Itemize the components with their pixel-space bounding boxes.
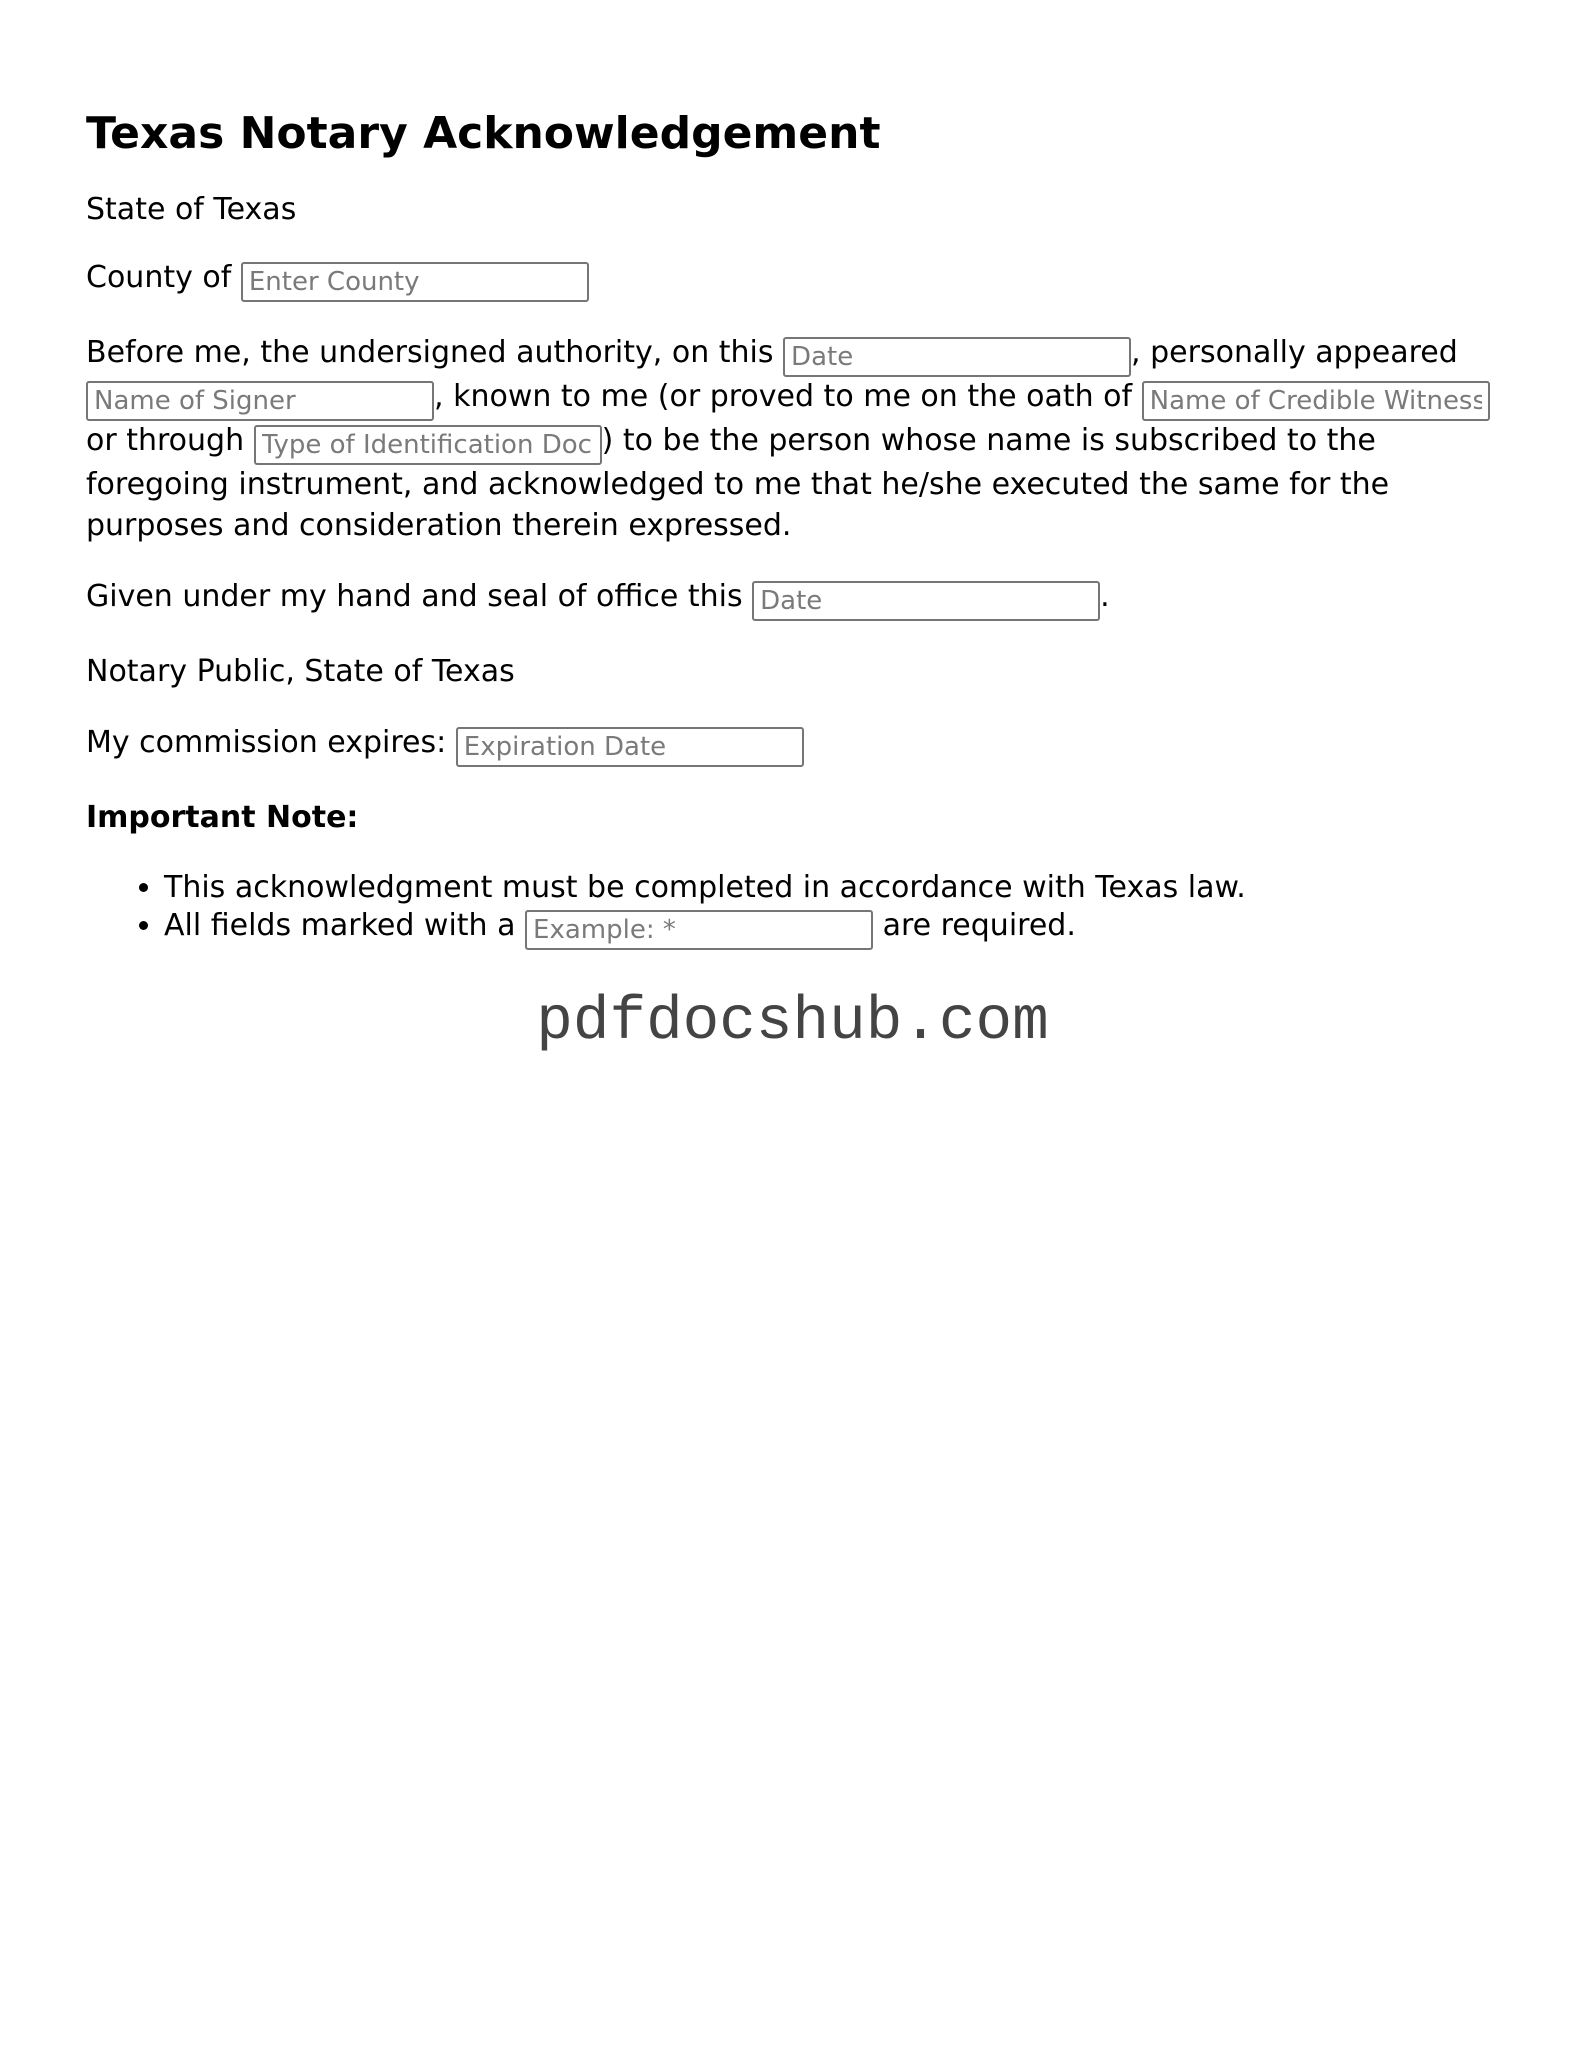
required-marker-example-input[interactable]	[525, 910, 873, 950]
ack-text-2: , personally appeared	[1131, 335, 1458, 370]
signer-name-input[interactable]	[86, 381, 434, 421]
given-line	[86, 577, 1506, 621]
state-line: State of Texas	[86, 192, 297, 227]
important-note-heading: Important Note:	[86, 800, 359, 835]
acknowledgement-paragraph	[86, 333, 1506, 546]
ack-date-input[interactable]	[783, 337, 1131, 377]
note-item-2-prefix: All fields marked with a	[164, 908, 516, 943]
identification-type-input[interactable]	[254, 425, 602, 465]
ack-text-4: or through	[86, 423, 245, 458]
ack-text-3: , known to me (or proved to me on the oath of	[434, 379, 1133, 414]
county-input[interactable]	[241, 262, 589, 302]
county-label: County of	[86, 260, 232, 295]
ack-text-1: Before me, the undersigned authority, on this	[86, 335, 774, 370]
commission-label: My commission expires:	[86, 725, 447, 760]
expiration-date-input[interactable]	[456, 727, 804, 767]
note-list	[86, 869, 1506, 950]
notary-line: Notary Public, State of Texas	[86, 654, 515, 689]
page-title: Texas Notary Acknowledgement	[86, 108, 881, 159]
county-line	[86, 258, 1506, 302]
document-page	[86, 0, 1506, 950]
commission-line	[86, 723, 1506, 767]
note-item-1: • This acknowledgment must be completed in accordance with Texas law.	[164, 869, 1506, 907]
note-item-2-suffix: are required.	[882, 908, 1076, 943]
note-item-2	[164, 907, 1506, 950]
given-date-input[interactable]	[752, 581, 1100, 621]
ack-text-5: ) to be the person whose name is subscribed to the foregoing instrument, and acknowledged to me that he/she executed the same for the purposes and consideration therein expressed.	[86, 423, 1390, 543]
given-suffix: .	[1100, 579, 1110, 614]
watermark: pdfdocshub.com	[536, 988, 1049, 1057]
credible-witness-input[interactable]	[1142, 381, 1490, 421]
given-text: Given under my hand and seal of office this	[86, 579, 743, 614]
